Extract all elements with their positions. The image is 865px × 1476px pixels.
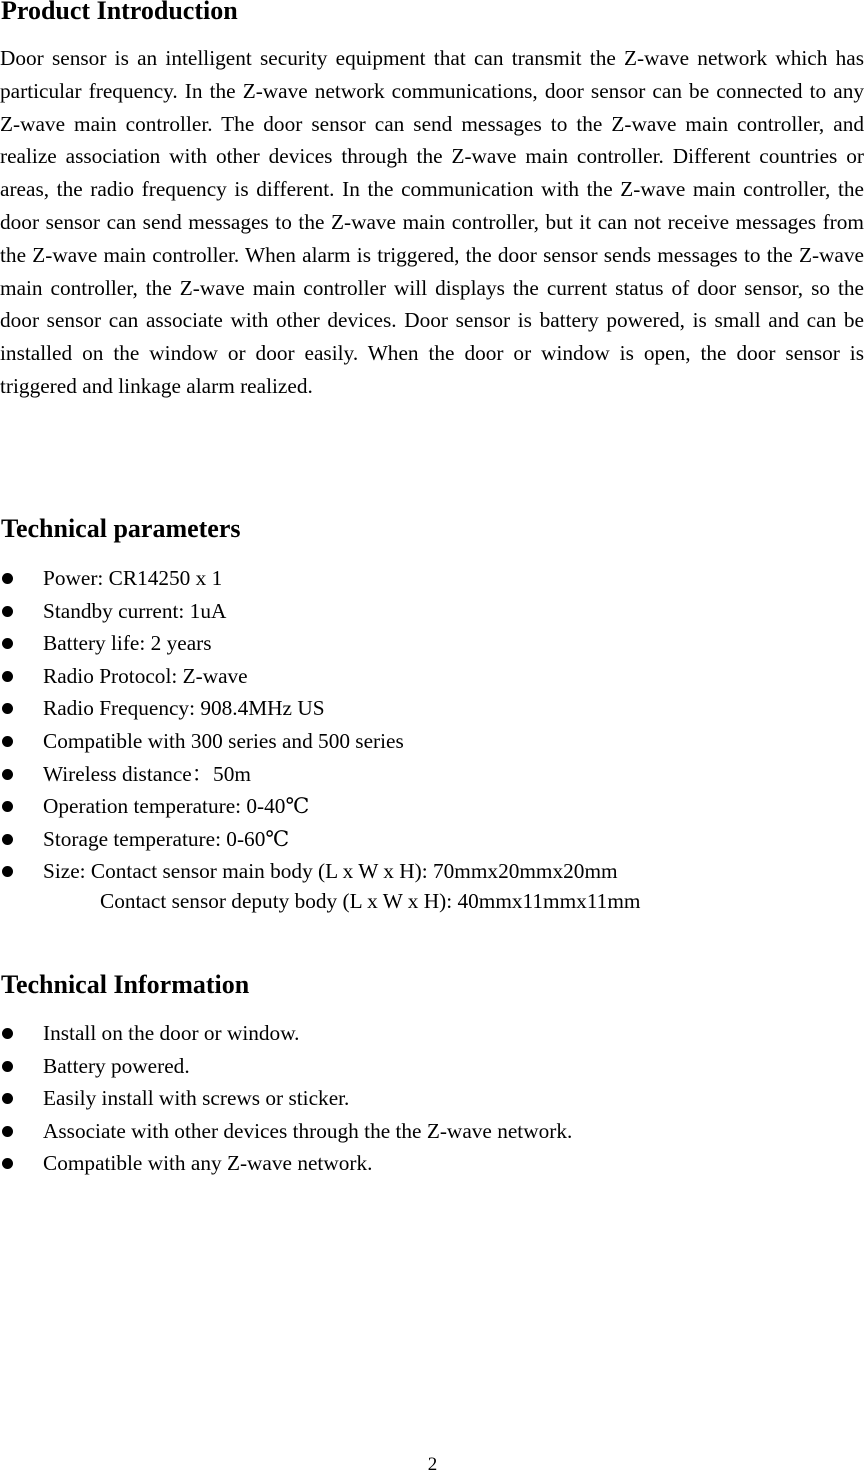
list-item-text: Easily install with screws or sticker. [43,1086,350,1111]
product-introduction-paragraph: Door sensor is an intelligent security equipment that can transmit the Z-wave network which has particular frequency. In the Z-wave network communications, door sensor can be connected to any Z-wave main controller. The door sensor can send messages to the Z-wave main controller, and realize association with other devices through the Z-wave main controller. Different countries or areas, the radio frequency is different. In the communication with the Z-wave main controller, the door sensor can send messages to the Z-wave main controller, but it can not receive messages from the Z-wave main controller. When alarm is triggered, the door sensor sends messages to the Z-wave main controller, the Z-wave main controller will displays the current status of door sensor, so the door sensor can associate with other devices. Door sensor is battery powered, is small and can be installed on the window or door easily. When the door or window is open, the door sensor is triggered and linkage alarm realized. [0,46,864,398]
list-item [0,692,864,725]
list-item-text: Storage temperature: 0-60℃ [43,826,290,851]
technical-parameters-heading: Technical parameters [1,514,241,543]
list-item [0,855,864,888]
list-item [0,725,864,758]
list-item-text: Install on the door or window. [43,1021,300,1045]
technical-information-heading: Technical Information [1,970,250,999]
list-item-text: Operation temperature: 0-40℃ [43,794,310,819]
list-item [0,823,864,856]
bullet-icon [2,801,13,812]
list-item [0,1115,864,1148]
list-item [0,1147,864,1180]
list-item [0,1050,864,1083]
list-item [0,627,864,660]
bullet-icon [2,606,13,617]
bullet-icon [2,866,13,877]
list-item [0,758,864,791]
list-item [0,1017,864,1050]
list-item-text: Size: Contact sensor main body (L x W x H): 70mmx20mmx20mm [43,859,618,884]
list-item-text: Battery life: 2 years [43,631,212,656]
list-item-text: Power: CR14250 x 1 [43,566,223,590]
list-item-text: Compatible with any Z-wave network. [43,1151,373,1176]
bullet-icon [2,1061,13,1072]
bullet-icon [2,671,13,682]
page-number: 2 [427,1454,438,1475]
list-item [0,660,864,693]
list-item [0,1082,864,1115]
list-item-text: Wireless distance：50m [43,761,251,786]
technical-information-list [0,1017,864,1180]
list-item [0,562,864,595]
size-continuation-line: Contact sensor deputy body (L x W x H): 40mmx11mmx11mm [100,889,641,913]
list-item-text: Battery powered. [43,1053,190,1078]
list-item [0,790,864,823]
bullet-icon [2,834,13,845]
list-item-text: Radio Frequency: 908.4MHz US [43,696,325,721]
product-introduction-heading: Product Introduction [1,0,238,25]
list-item [0,595,864,628]
bullet-icon [2,1028,13,1039]
bullet-icon [2,1158,13,1169]
bullet-icon [2,573,13,584]
bullet-icon [2,736,13,747]
list-item-text: Compatible with 300 series and 500 series [43,728,404,753]
technical-parameters-list [0,562,864,888]
list-item-text: Associate with other devices through the the Z-wave network. [43,1118,573,1143]
bullet-icon [2,769,13,780]
bullet-icon [2,1093,13,1104]
bullet-icon [2,638,13,649]
bullet-icon [2,1126,13,1137]
bullet-icon [2,703,13,714]
list-item-text: Radio Protocol: Z-wave [43,663,248,688]
list-item-text: Standby current: 1uA [43,598,227,623]
